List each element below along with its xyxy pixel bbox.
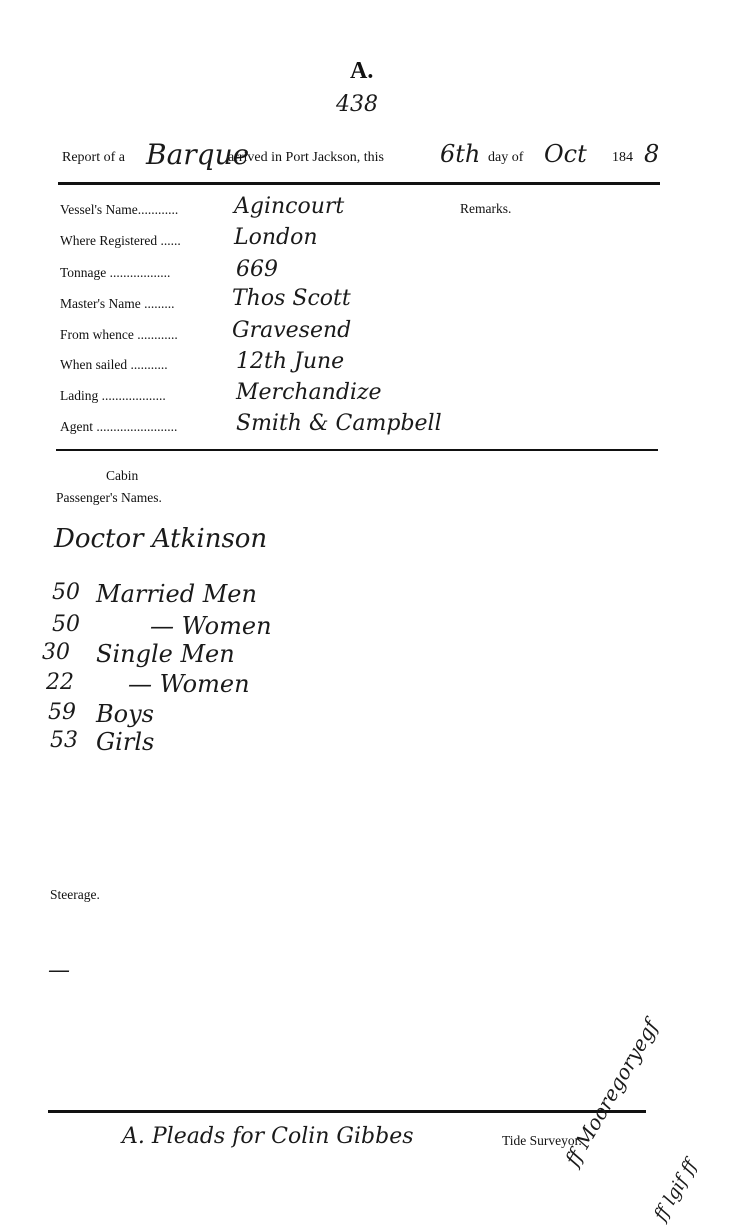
header-divider [58,182,660,185]
field-value-tonnage: 669 [236,257,278,282]
field-value-lading: Merchandize [236,380,382,405]
side-annotation-2: ff lgif ff [650,1156,702,1225]
remarks-label: Remarks. [460,201,512,216]
fields-divider [56,449,658,451]
report-year-hand: 8 [644,140,660,168]
emigrant-count: 22 [46,670,74,695]
emigrant-description: Girls [96,728,155,756]
report-prefix: Report of a [62,150,125,165]
emigrant-description: Married Men [96,580,257,608]
surveyor-role: Tide Surveyor. [502,1133,582,1148]
emigrant-count: 30 [42,640,70,665]
report-arrived-text: arrived in Port Jackson, this [228,150,384,165]
steerage-label: Steerage. [50,887,100,902]
report-month: Oct [544,140,587,168]
field-value-masters-name: Thos Scott [232,286,351,311]
side-annotation-1: ff Mooregoryegf [560,1015,663,1170]
emigrant-count: 50 [52,580,80,605]
field-label-agent: Agent ........................ [60,419,178,434]
emigrant-count: 59 [48,700,76,725]
field-label-lading: Lading ................... [60,388,166,403]
emigrant-description: — Women [150,612,272,640]
cabin-passenger: Doctor Atkinson [54,524,268,554]
field-label-tonnage: Tonnage .................. [60,265,171,280]
emigrant-description: Single Men [96,640,235,668]
report-year-printed: 184 [612,150,633,165]
emigrant-count: 53 [50,728,78,753]
surveyor-signature: A. Pleads for Colin Gibbes [122,1124,414,1149]
field-label-from-whence: From whence ............ [60,327,178,342]
field-label-masters-name: Master's Name ......... [60,296,175,311]
cabin-subheading: Passenger's Names. [56,490,162,505]
cabin-heading: Cabin [106,468,139,483]
form-letter: A. [350,58,374,84]
field-value-vessel-name: Agincourt [234,194,345,219]
field-value-agent: Smith & Campbell [236,411,442,436]
footer-divider [48,1110,646,1113]
vessel-type: Barque [146,138,250,171]
field-value-where-registered: London [234,225,318,250]
field-label-where-registered: Where Registered ...... [60,233,181,248]
emigrant-count: 50 [52,612,80,637]
report-day-of: day of [488,150,524,165]
emigrant-description: Boys [96,700,154,728]
steerage-entry: — [48,958,70,983]
field-value-when-sailed: 12th June [236,349,345,374]
emigrant-description: — Women [128,670,250,698]
report-day: 6th [440,140,481,168]
folio-number: 438 [336,92,378,117]
field-label-when-sailed: When sailed ........... [60,357,168,372]
field-label-vessel-name: Vessel's Name............ [60,202,179,217]
field-value-from-whence: Gravesend [232,318,352,343]
